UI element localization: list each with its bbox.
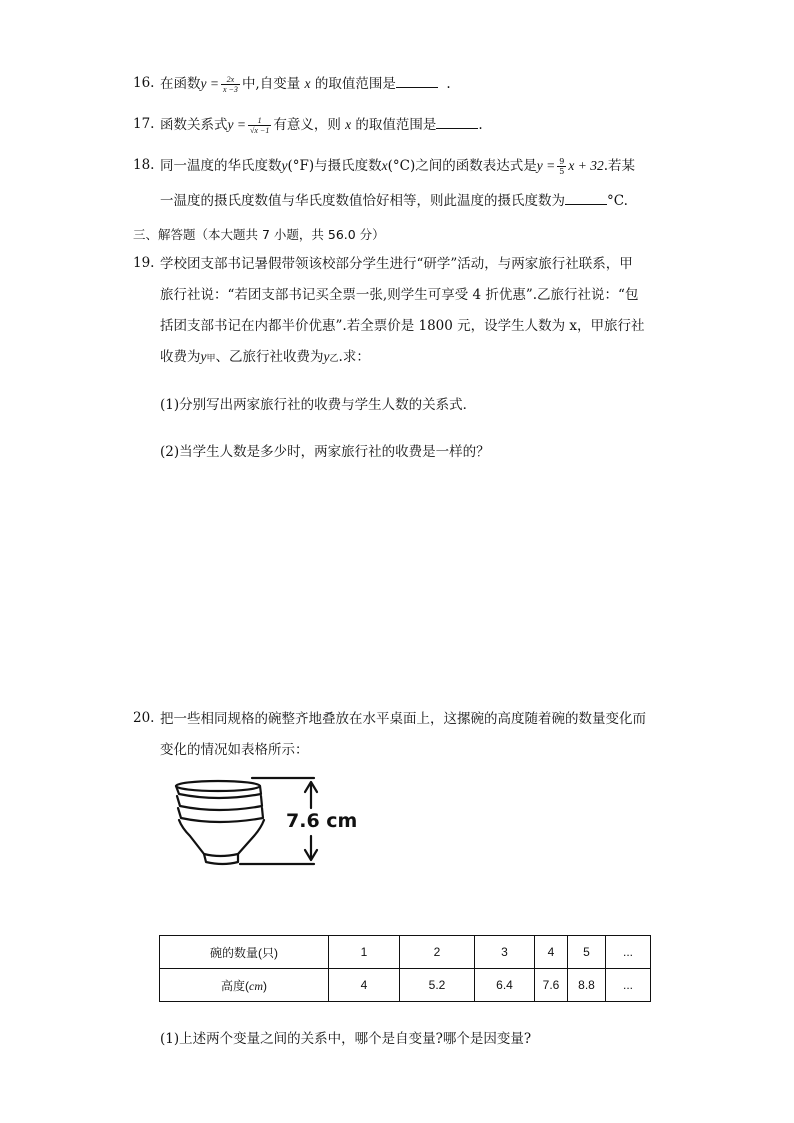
q16-answer-blank[interactable] [396, 75, 438, 88]
q16-tail: 的取值范围是 [314, 76, 396, 92]
table-cell: 4 [535, 936, 568, 969]
q19-line1: 学校团支部书记暑假带领该校部分学生进行“研学”活动，与两家旅行社联系，甲 [160, 256, 633, 272]
table-cell: 7.6 [535, 969, 568, 1002]
table-cell: 8.8 [568, 969, 606, 1002]
q16-var: x [304, 76, 311, 91]
q19-part2: (2)当学生人数是多少时，两家旅行社的收费是一样的？ [160, 444, 490, 460]
q20-number: 20. [133, 710, 155, 726]
q19-number: 19. [133, 255, 155, 271]
q18-fraction: $\frac{9}{5}$ [559, 157, 565, 176]
table-cell: 4 [329, 969, 400, 1002]
table-header-height: 高度(cm) [160, 969, 329, 1002]
q17-var: x [345, 117, 352, 132]
q19-line2: 旅行社说：“若团支部书记买全票一张,则学生可享受 4 折优惠”.乙旅行社说：“包 [160, 287, 639, 303]
table-cell: ... [606, 969, 651, 1002]
q17-answer-blank[interactable] [436, 116, 478, 129]
table-cell: ... [606, 936, 651, 969]
q20-part1: (1)上述两个变量之间的关系中，哪个是自变量?哪个是因变量? [160, 1031, 532, 1047]
q16-pre: 在函数 [160, 76, 201, 92]
q18-line1: 同一温度的华氏度数y(°F)与摄氏度数x(°C)之间的函数表达式是y = $\frac{9}{5}$ x + 32.若某 [160, 157, 636, 176]
table-cell: 5.2 [400, 969, 475, 1002]
bowls-height-table [159, 935, 651, 1002]
table-row [160, 936, 651, 969]
q18-answer-blank[interactable] [565, 192, 607, 205]
q17-pre: 函数关系式 [160, 117, 228, 133]
q17-fraction: $\frac{1}{√x -1}$ [249, 116, 270, 135]
q17-text: 函数关系式y = $\frac{1}{√x -1}$ 有意义，则 x 的取值范围是 . [160, 116, 483, 135]
table-cell: 5 [568, 936, 606, 969]
q19-part1: (1)分别写出两家旅行社的收费与学生人数的关系式． [160, 397, 477, 413]
table-cell: 3 [475, 936, 535, 969]
q20-line1: 把一些相同规格的碗整齐地叠放在水平桌面上，这摞碗的高度随着碗的数量变化而 [160, 711, 646, 727]
stacked-bowls-figure [168, 770, 368, 875]
q19-line3: 括团支部书记在内都半价优惠”.若全票价是 1800 元，设学生人数为 x，甲旅行社 [160, 318, 645, 334]
q16-lhs: y = [200, 76, 219, 91]
figure-height-label: 7.6 cm [286, 810, 358, 832]
q17-number: 17. [133, 116, 155, 132]
table-cell: 2 [400, 936, 475, 969]
q18-number: 18. [133, 157, 155, 173]
q16-text: 在函数y = $\frac{2x}{x -3}$ 中,自变量 x 的取值范围是 . [160, 75, 451, 94]
q18-line2: 一温度的摄氏度数值与华氏度数值恰好相等，则此温度的摄氏度数为 °C. [160, 193, 628, 209]
table-row [160, 969, 651, 1002]
table-header-count: 碗的数量(只) [160, 936, 329, 969]
q16-number: 16. [133, 75, 155, 91]
table-cell: 6.4 [475, 969, 535, 1002]
q16-post: 中,自变量 [241, 76, 301, 92]
section-header: 三、解答题（本大题共 7 小题，共 56.0 分） [133, 227, 385, 242]
q17-lhs: y = [227, 117, 246, 132]
q20-line2: 变化的情况如表格所示： [160, 742, 309, 758]
table-cell: 1 [329, 936, 400, 969]
q19-line4: 收费为y甲、乙旅行社收费为y乙.求： [160, 349, 370, 365]
q17-tail: 的取值范围是 [355, 117, 437, 133]
q17-post: 有意义，则 [273, 117, 341, 133]
q16-fraction: $\frac{2x}{x -3}$ [222, 75, 238, 94]
